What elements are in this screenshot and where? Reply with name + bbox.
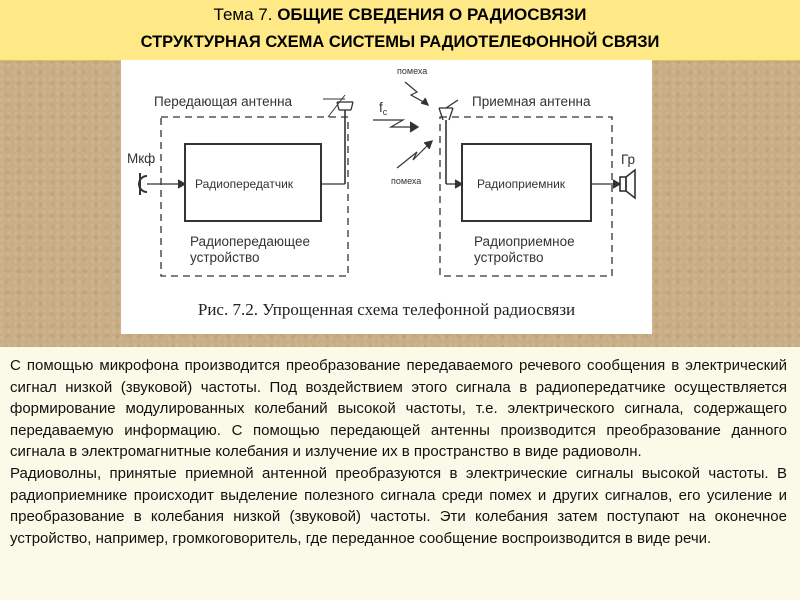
speaker-icon [591, 170, 635, 198]
microphone-icon [139, 173, 185, 195]
diagram-figure [121, 60, 652, 334]
tx-antenna-label: Передающая антенна [154, 94, 293, 109]
paragraph-transmission: С помощью микрофона производится преобразование передаваемого речевого сообщения в электрический сигнал низкой (звуковой) частоты. Под воздействием этого сигнала в радиопередатчике осуществляется формирование модулированных колебаний высокой частоты, т.е. электрического сигнала, содержащего передаваемую информацию. С помощью передающей антенны производится преобразование данного сигнала в электромагнитные колебания и излучение их в пространство в виде радиоволн. [10, 357, 787, 461]
description-panel [0, 347, 800, 600]
noise-top-label: помеха [397, 66, 428, 76]
rx-device-label-2: устройство [474, 250, 544, 265]
tx-device-label-1: Радиопередающее [190, 234, 311, 249]
topic-title: ОБЩИЕ СВЕДЕНИЯ О РАДИОСВЯЗИ [277, 5, 587, 24]
receiver-label: Радиоприемник [477, 177, 566, 191]
speaker-label: Гр [621, 152, 636, 167]
noise-bottom-label: помеха [391, 176, 422, 186]
slide-title [0, 5, 800, 25]
topic-prefix: Тема 7. [213, 5, 273, 24]
tx-device-label-2: устройство [190, 250, 260, 265]
rx-antenna-label: Приемная антенна [472, 94, 591, 109]
microphone-label: Мкф [127, 151, 156, 166]
rx-antenna-icon [439, 100, 462, 188]
noise-bottom-icon [397, 141, 432, 168]
rx-device-label-1: Радиоприемное [474, 234, 575, 249]
slide-subtitle: СТРУКТУРНАЯ СХЕМА СИСТЕМЫ РАДИОТЕЛЕФОННОЙ СВЯЗИ [140, 33, 660, 51]
slide-header [0, 0, 800, 61]
transmitter-label: Радиопередатчик [195, 177, 294, 191]
figure-caption: Рис. 7.2. Упрощенная схема телефонной радиосвязи [197, 300, 576, 319]
paragraph-reception: Радиоволны, принятые приемной антенной преобразуются в электрические сигналы высокой частоты. В радиоприемнике происходит выделение полезного сигнала среди помех и других сигналов, его усиление и преобразование в колебания низкой (звуковой) частоты. Эти колебания затем поступают на оконечное устройство, например, громкоговоритель, где переданное сообщение воспроизводится в виде речи. [10, 464, 787, 547]
radio-link-diagram [121, 60, 652, 334]
signal-arrow-icon [373, 120, 418, 132]
signal-label: $f_c$ [379, 100, 388, 117]
noise-top-icon [405, 82, 428, 105]
